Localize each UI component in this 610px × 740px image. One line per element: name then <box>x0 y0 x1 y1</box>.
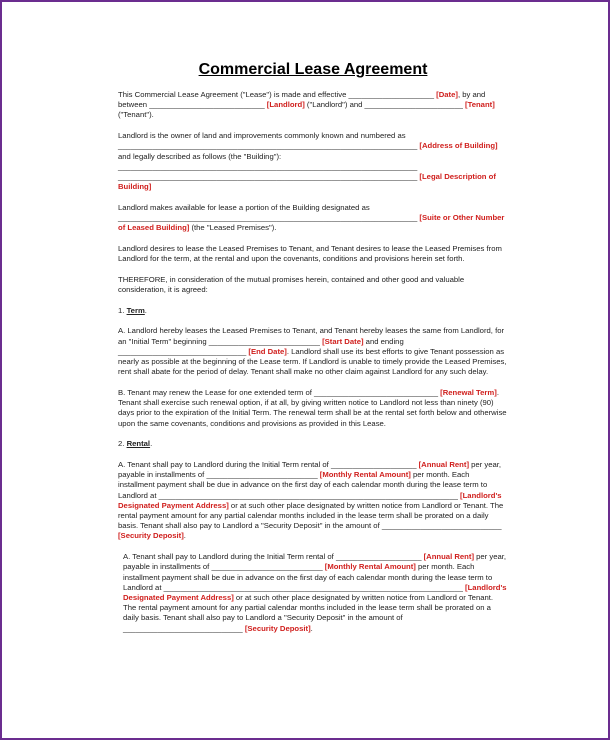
text: (the "Leased Premises"). <box>189 223 277 233</box>
text: and ending ______________________________ <box>118 336 404 356</box>
intro-paragraph <box>118 90 508 121</box>
text: or at such other place designated by written notice from Landlord or Tenant. The rental payment amount for any partial calendar months included in the lease term shall be prorated on a daily basis. Tenant shall also pay to Landlord a "Security Deposit" in the amount of ____________________________ <box>118 500 504 531</box>
text: . <box>183 531 186 541</box>
document-title: Commercial Lease Agreement <box>198 61 428 78</box>
section-label: Term <box>126 305 145 315</box>
landlord-placeholder: [Landlord] <box>266 100 305 110</box>
suite-placeholder: [Suite or Other Number of Leased Building] <box>118 213 505 233</box>
text: , by and between ___________________________ <box>118 90 486 110</box>
text: . Tenant shall exercise such renewal option, if at all, by giving written notice to Landlord not less than ninety (90) days prior to the expiration of the Initial Term. The renewal term shall be at the rental set forth below and otherwise upon the same covenants, conditions and provisions as provided in this Lease. <box>118 387 507 428</box>
text: per month. Each installment payment shall be due in advance on the first day of each calendar month during the lease term to Landlord at ______________________________________________________________________ <box>123 562 493 592</box>
text: This Commercial Lease Agreement ("Lease") is made and effective ____________________ <box>118 90 435 99</box>
text: Landlord makes available for lease a portion of the Building designated as ______________________________________________________________________ <box>118 202 420 223</box>
start-date-placeholder: [Start Date] <box>322 336 364 346</box>
term-a-paragraph <box>118 326 508 377</box>
desire-paragraph: Landlord desires to lease the Leased Premises to Tenant, and Tenant desires to lease the Leased Premises from Landlord for the term, at the rental and upon the covenants, conditions and provisions herein set forth. <box>118 243 502 264</box>
security-deposit-placeholder: [Security Deposit] <box>118 531 184 541</box>
therefore-paragraph: THEREFORE, in consideration of the mutual promises herein, contained and other good and valuable consideration, it is agreed: <box>118 274 465 295</box>
rental-a-paragraph <box>118 460 508 542</box>
premises-paragraph <box>118 203 508 234</box>
text: and legally described as follows (the "Building"): ______________________________________________________________________ ______________________________________________________________________ <box>118 151 420 181</box>
document-body <box>118 60 508 644</box>
section-number: 2. <box>118 439 127 449</box>
text: per year, payable in installments of __________________________ <box>123 552 507 572</box>
text: ("Landlord") and _______________________ <box>304 100 463 110</box>
text: . Landlord shall use its best efforts to give Tenant possession as nearly as possible at the beginning of the Lease term. If Landlord is unable to timely provide the Leased Premises, rent shall abate for the period of delay. Tenant shall make no other claim against Landlord for any such delay. <box>118 346 507 377</box>
text: A. Tenant shall pay to Landlord during the Initial Term rental of ____________________ <box>123 552 424 562</box>
date-placeholder: [Date] <box>436 90 458 99</box>
term-b-paragraph <box>118 388 508 429</box>
rental-a-repeat-paragraph <box>123 552 508 634</box>
legal-description-placeholder: [Legal Description of Building] <box>118 171 496 192</box>
annual-rent-placeholder: [Annual Rent] <box>418 459 469 469</box>
end-date-placeholder: [End Date] <box>248 346 287 356</box>
tenant-placeholder: [Tenant] <box>465 100 495 110</box>
section-term-heading <box>118 306 508 316</box>
text: per year, payable in installments of __________________________ <box>118 459 502 480</box>
payment-address-placeholder: [Landlord's Designated Payment Address] <box>123 582 507 602</box>
text: . <box>144 305 147 315</box>
address-placeholder: [Address of Building] <box>419 141 498 151</box>
monthly-rent-placeholder: [Monthly Rental Amount] <box>324 562 416 572</box>
text: or at such other place designated by written notice from Landlord or Tenant. The rental payment amount for any partial calendar months included in the lease term shall be prorated on a daily basis. Tenant shall also pay to Landlord a "Security Deposit" in the amount of ____________________________ <box>123 592 494 633</box>
text: . <box>310 623 313 633</box>
section-label: Rental <box>126 439 151 449</box>
text: A. Tenant shall pay to Landlord during the Initial Term rental of ____________________ <box>118 459 419 469</box>
text: Landlord is the owner of land and improvements commonly known and numbered as ______________________________________________________________________ <box>118 131 420 151</box>
renewal-term-placeholder: [Renewal Term] <box>440 387 497 397</box>
annual-rent-placeholder: [Annual Rent] <box>423 552 474 562</box>
text: B. Tenant may renew the Lease for one extended term of _____________________________ <box>118 387 441 397</box>
payment-address-placeholder: [Landlord's Designated Payment Address] <box>118 490 502 510</box>
section-rental-heading <box>118 439 508 449</box>
security-deposit-placeholder: [Security Deposit] <box>244 623 311 633</box>
text: ("Tenant"). <box>118 110 154 120</box>
text: A. Landlord hereby leases the Leased Premises to Tenant, and Tenant hereby leases the same from Landlord, for an "Initial Term" beginning __________________________ <box>118 326 505 346</box>
text: per month. Each installment payment shall be due in advance on the first day of each calendar month during the lease term to Landlord at ______________________________________________________________________ <box>118 470 488 500</box>
monthly-rent-placeholder: [Monthly Rental Amount] <box>319 470 411 480</box>
building-paragraph <box>118 131 508 192</box>
text: . <box>150 439 153 449</box>
section-number: 1. <box>118 305 127 315</box>
